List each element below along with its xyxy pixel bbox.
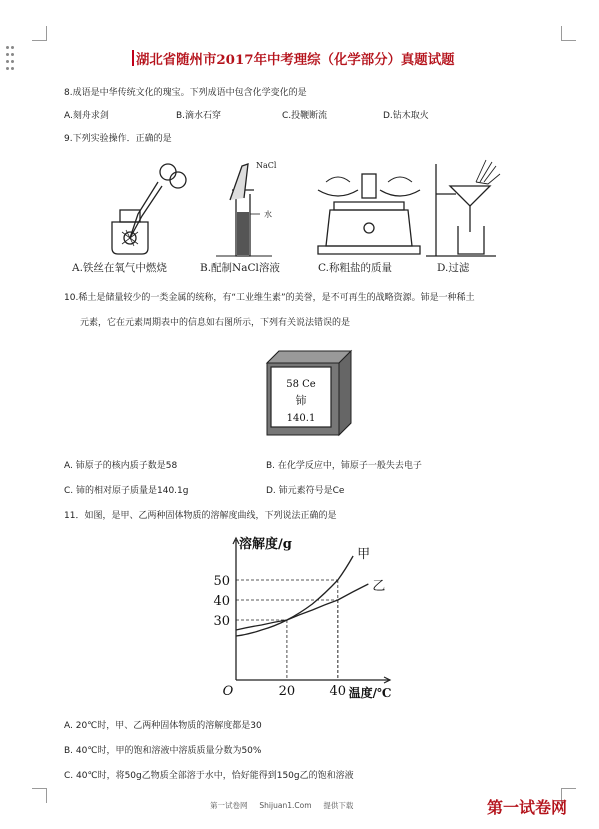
q10-stem-line1: 10.稀土是储量较少的一类金属的统称，有“工业维生素”的美誉，是不可再生的战略资源。铈是一种稀土	[64, 293, 475, 303]
series-label: 甲	[357, 547, 371, 562]
q11-option-c: C. 40℃时，将50g乙物质全部溶于水中，恰好能得到150g乙的饱和溶液	[64, 771, 354, 781]
element-mass: 140.1	[286, 413, 316, 424]
q8-stem: 8.成语是中华传统文化的瑰宝。下列成语中包含化学变化的是	[64, 88, 307, 98]
q10-option-b: B. 在化学反应中，铈原子一般失去电子	[266, 461, 422, 471]
page-footer	[210, 800, 353, 811]
drag-handle[interactable]	[6, 46, 14, 72]
y-tick-label: 50	[213, 574, 230, 589]
x-axis-label: 温度/℃	[348, 686, 392, 700]
q9-caption-d: D.过滤	[437, 262, 470, 274]
page-corner-mark	[32, 26, 47, 41]
series-label: 乙	[372, 579, 386, 594]
q8-option-c: C.投鞭断流	[282, 111, 328, 121]
y-tick-label: 40	[213, 594, 230, 609]
page-corner-mark	[32, 788, 47, 803]
origin-label: O	[222, 684, 234, 699]
element-number-symbol: 58 Ce	[286, 379, 316, 390]
x-tick-label: 20	[278, 684, 296, 699]
q9-caption-a: A.铁丝在氧气中燃烧	[72, 262, 167, 274]
nacl-label: NaCl	[256, 161, 277, 170]
element-name: 铈	[295, 394, 307, 407]
text-cursor	[132, 50, 134, 66]
q9-caption-c: C.称粗盐的质量	[318, 262, 392, 274]
water-label: 水	[264, 210, 272, 219]
page-title: 湖北省随州市2017年中考理综（化学部分）真题试题	[136, 49, 454, 68]
filtration-apparatus	[426, 160, 500, 256]
y-axis-label: 溶解度/g	[239, 537, 292, 552]
series-line-2	[236, 584, 368, 630]
q8-option-b: B.滴水石穿	[176, 111, 222, 121]
y-tick-label: 30	[213, 614, 230, 629]
lab-apparatus-figure	[104, 154, 504, 276]
q10-stem-line2: 元素，它在元素周期表中的信息如右图所示，下列有关说法错误的是	[80, 318, 351, 328]
q11-option-a: A. 20℃时，甲、乙两种固体物质的溶解度都是30	[64, 721, 262, 731]
x-tick-label: 40	[329, 684, 347, 699]
q9-caption-b: B.配制NaCl溶液	[200, 262, 280, 274]
q11-option-b: B. 40℃时，甲的饱和溶液中溶质质量分数为50%	[64, 746, 262, 756]
page-corner-mark	[561, 26, 576, 41]
balance-apparatus	[318, 174, 420, 254]
solubility-curve-chart	[208, 530, 398, 700]
q9-stem: 9.下列实验操作．正确的是	[64, 134, 172, 144]
footer-site: Shijuan1.Com	[259, 801, 312, 810]
chart-curves	[236, 556, 368, 636]
footer-left: 第一试卷网	[210, 801, 248, 810]
series-line-1	[236, 556, 353, 636]
q10-option-a: A. 铈原子的核内质子数是58	[64, 461, 178, 471]
chart-labels	[213, 536, 391, 700]
brand-logo: 第一试卷网	[487, 798, 568, 817]
q10-option-d: D. 铈元素符号是Ce	[266, 486, 345, 496]
q10-option-c: C. 铈的相对原子质量是140.1g	[64, 486, 189, 496]
iron-wire-burning-apparatus	[112, 164, 186, 254]
footer-right: 提供下载	[323, 801, 354, 810]
cerium-element-cell	[265, 349, 353, 437]
q8-option-d: D.钻木取火	[383, 111, 429, 121]
q8-option-a: A.刻舟求剑	[64, 111, 109, 121]
q11-stem: 11．如图，是甲、乙两种固体物质的溶解度曲线，下列说法正确的是	[64, 511, 337, 521]
